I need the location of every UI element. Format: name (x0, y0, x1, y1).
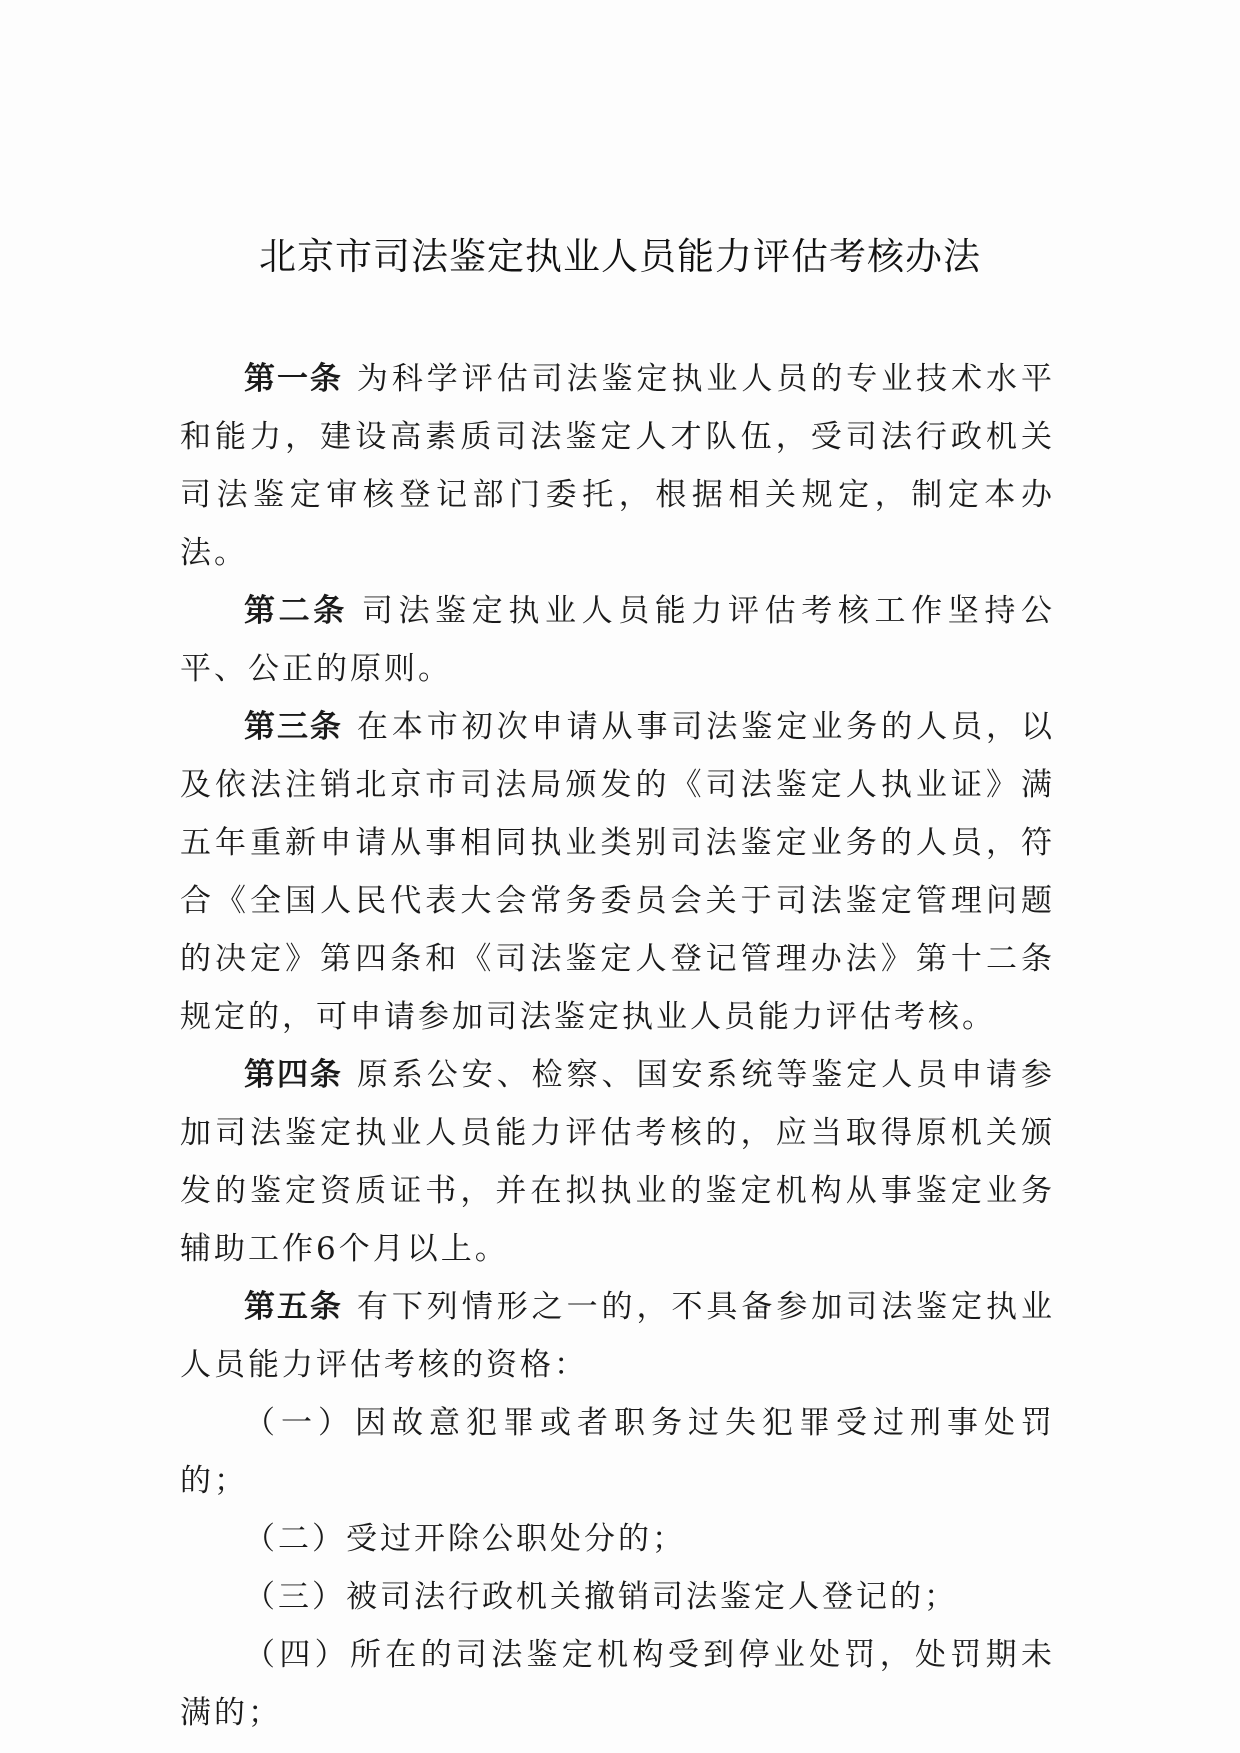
article-4-heading: 第四条 (244, 1057, 343, 1093)
article-3-text: 在本市初次申请从事司法鉴定业务的人员，以及依法注销北京市司法局颁发的《司法鉴定人执业证》满五年重新申请从事相同执业类别司法鉴定业务的人员，符合《全国人民代表大会常务委员会关于司法鉴定管理问题的决定》第四条和《司法鉴定人登记管理办法》第十二条规定的，可申请参加司法鉴定执业人员能力评估考核。 (180, 709, 1056, 1035)
document-body (180, 350, 1055, 1742)
document-title: 北京市司法鉴定执业人员能力评估考核办法 (259, 235, 981, 278)
list-item-1: （一）因故意犯罪或者职务过失犯罪受过刑事处罚的； (180, 1405, 1055, 1499)
article-1 (180, 350, 1055, 582)
article-4-text: 原系公安、检察、国安系统等鉴定人员申请参加司法鉴定执业人员能力评估考核的，应当取得原机关颁发的鉴定资质证书，并在拟执业的鉴定机构从事鉴定业务辅助工作6个月以上。 (180, 1057, 1056, 1267)
article-5-heading: 第五条 (244, 1289, 343, 1325)
article-4 (180, 1046, 1055, 1278)
list-item-4: （四）所在的司法鉴定机构受到停业处罚，处罚期未满的； (180, 1637, 1055, 1731)
article-5 (180, 1278, 1055, 1394)
article-2-heading: 第二条 (244, 593, 348, 629)
list-item-3: （三）被司法行政机关撤销司法鉴定人登记的； (244, 1579, 958, 1615)
article-2 (180, 582, 1055, 698)
article-5-text: 有下列情形之一的，不具备参加司法鉴定执业人员能力评估考核的资格： (180, 1289, 1056, 1383)
list-item-2: （二）受过开除公职处分的； (244, 1521, 686, 1557)
article-1-text: 为科学评估司法鉴定执业人员的专业技术水平和能力，建设高素质司法鉴定人才队伍，受司法行政机关司法鉴定审核登记部门委托，根据相关规定，制定本办法。 (180, 361, 1056, 571)
article-2-text: 司法鉴定执业人员能力评估考核工作坚持公平、公正的原则。 (180, 593, 1056, 687)
article-1-heading: 第一条 (244, 361, 343, 397)
article-3 (180, 698, 1055, 1046)
article-3-heading: 第三条 (244, 709, 343, 745)
